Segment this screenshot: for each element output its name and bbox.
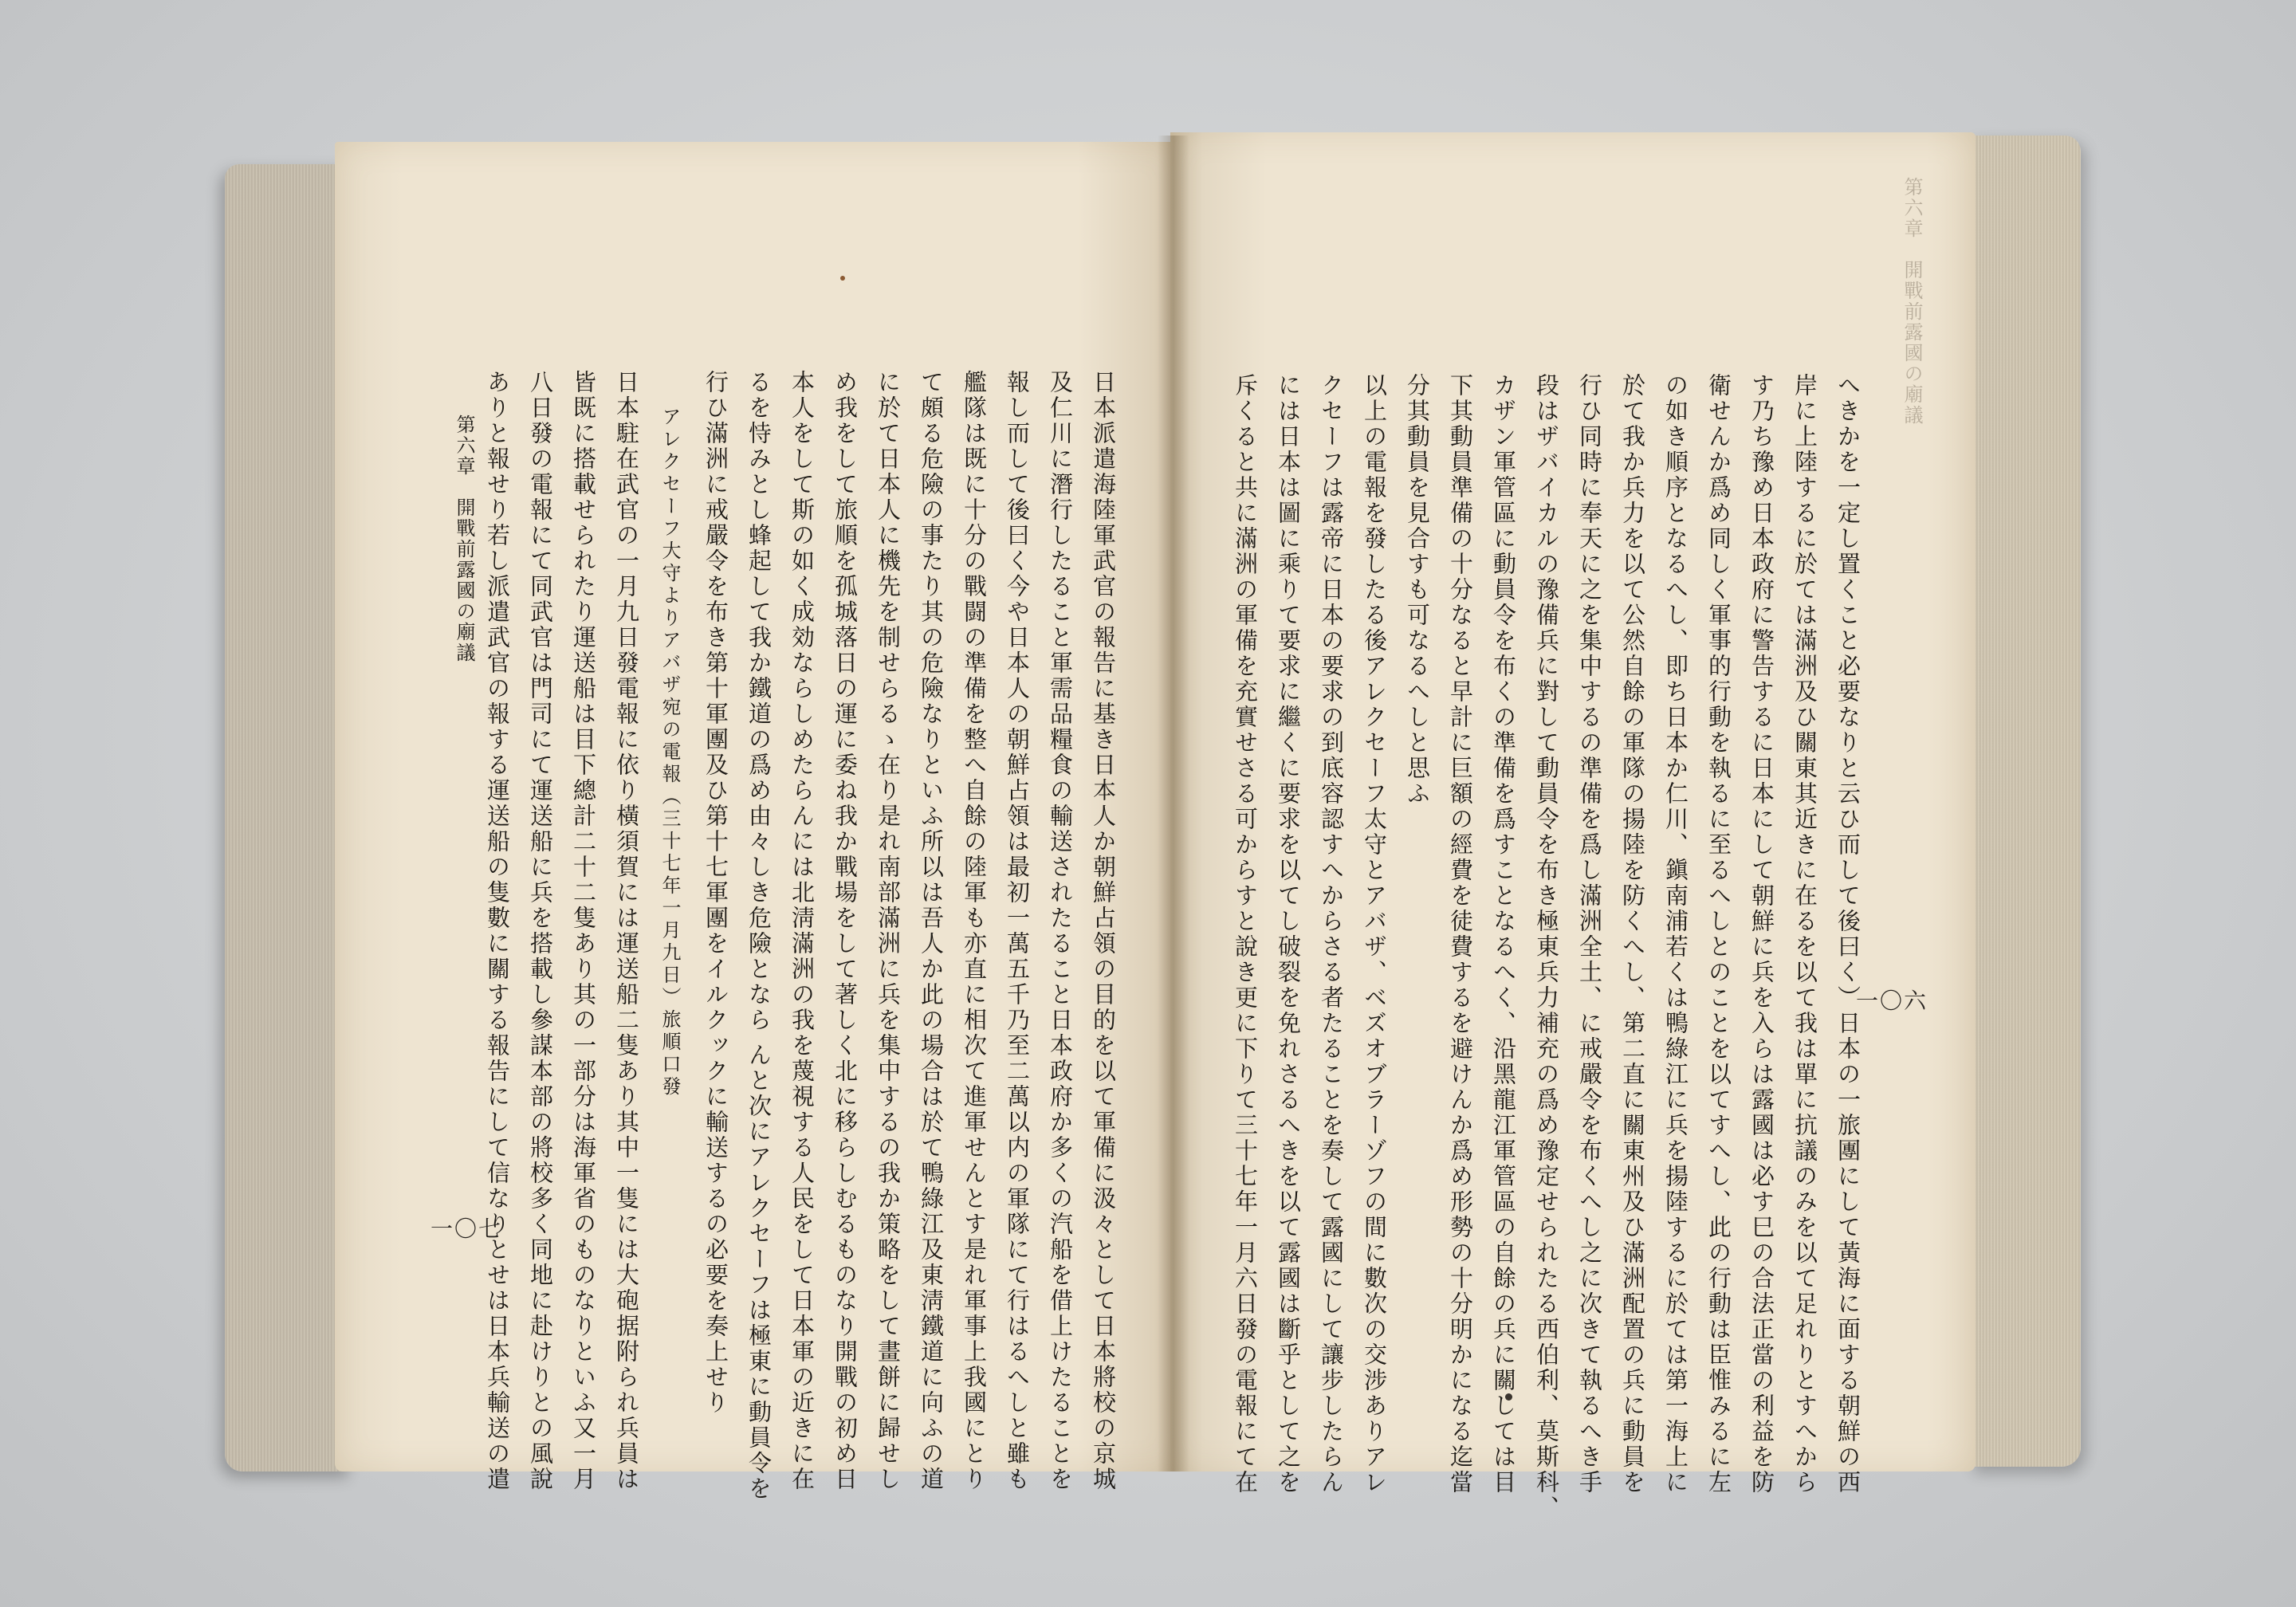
text-line: す乃ち豫め日本政府に警告するに日本にして朝鮮に兵を入らは露國は必す巳の合法正當の利益を防 (1748, 373, 1775, 1495)
paper-speck (840, 276, 845, 281)
text-line: 及仁川に潛行したること軍需品糧食の輸送されたること日本政府か多くの汽船を借上けたることを (1047, 370, 1074, 1492)
left-running-head: 第六章 開戰前露國の廟議 (453, 415, 475, 663)
left-page-number: 一〇七 (431, 1216, 503, 1242)
text-line: 行ひ同時に奉天に之を集中するの準備を爲し滿洲全土、に戒嚴令を布くへし之に次きて執るへき手 (1576, 373, 1603, 1495)
right-page-number: 一〇六 (1856, 988, 1928, 1014)
text-line: カザン軍管區に動員令を布くの準備を爲すことなるへく、沿黑龍江軍管區の自餘の兵に關しては目 (1490, 373, 1517, 1495)
text-line: 段はザバイカルの豫備兵に對して動員令を布き極東兵力補充の爲め豫定せられたる西伯利、莫斯科、 (1533, 373, 1560, 1521)
text-line: の如き順序となるへし、即ち日本か仁川、鎭南浦若くは鴨綠江に兵を揚陸するに於ては第一海上に (1662, 373, 1689, 1495)
text-line: 衛せんか爲め同しく軍事的行動を執るに至るへしとのことを以てすへし、此の行動は臣惟みるに左 (1705, 373, 1732, 1495)
text-line: 下其動員準備の十分なると早計に巨額の經費を徒費するを避けんか爲め形勢の十分明かになる迄當 (1447, 373, 1474, 1495)
text-line: 岸に上陸するに於ては滿洲及ひ關東其近きに在るを以て我は單に抗議のみを以て足れりとすへから (1791, 373, 1818, 1495)
text-line: 斥くると共に滿洲の軍備を充實せさる可からすと說き更に下りて三十七年一月六日發の電報にて在 (1232, 373, 1259, 1495)
text-line: 於て我か兵力を以て公然自餘の軍隊の揚陸を防くへし、第二直に關東州及ひ滿洲配置の兵に動員を (1619, 373, 1646, 1495)
right-page-edges (1969, 136, 2081, 1467)
text-line: ありと報せり若し派遣武官の報する運送船の隻數に關する報告にして信なりとせは日本兵輸送の遣 (484, 370, 511, 1492)
text-line: 日本派遣海陸軍武官の報告に基き日本人か朝鮮占領の目的を以て軍備に汲々として日本將校の京城 (1090, 370, 1117, 1492)
text-line: め我をして旅順を孤城落日の運に委ね我か戰場をして著しく北に移らしむるものなり開戰の初め日 (832, 370, 859, 1492)
right-running-head: 第六章 開戰前露國の廟議 (1901, 177, 1923, 426)
text-line: 行ひ滿洲に戒嚴令を布き第十軍團及ひ第十七軍團をイルクックに輸送するの必要を奏上せり (702, 370, 729, 1416)
left-page-edges (225, 164, 352, 1471)
text-line: 本人をして斯の如く成効ならしめたらんには北淸滿洲の我を蔑視する人民をして日本軍の近きに在 (788, 370, 816, 1492)
text-line: 以上の電報を發したる後アレクセーフ太守とアバザ、ベズオブラーゾフの間に數次の交涉ありアレ (1361, 373, 1388, 1495)
text-line: へきかを一定し置くこと必要なりと云ひ而して後曰く）日本の一旅團にして黃海に面する朝鮮の西 (1834, 373, 1862, 1495)
text-line: 日本駐在武官の一月九日發電報に依り橫須賀には運送船二隻あり其中一隻には大砲据附られ兵員は (613, 370, 640, 1492)
text-line: て頗る危險の事たり其の危險なりといふ所以は吾人か此の場合は於て鴨綠江及東淸鐵道に向ふの道 (918, 370, 945, 1492)
text-line: 艦隊は既に十分の戰闘の準備を整へ自餘の陸軍も亦直に相次て進軍せんとす是れ軍事上我國にとり (961, 370, 988, 1492)
book-gutter (1158, 136, 1189, 1471)
text-line: には日本は圖に乘りて要求に繼くに要求を以てし破裂を免れさるへきを以て露國は斷乎として之を (1275, 373, 1302, 1495)
text-line: るを恃みとし蜂起して我か鐵道の爲め由々しき危險となら んと次にアレクセーフは極東に動員令を (745, 370, 773, 1503)
text-line: クセーフは露帝に日本の要求の到底容認すへからさる者たることを奏して露國にして讓步したらん (1318, 373, 1345, 1495)
text-line: 報し而して後曰く今や日本人の朝鮮占領は最初一萬五千乃至二萬以内の軍隊にて行はるへしと雖も (1004, 370, 1031, 1492)
text-line: 皆既に搭載せられたり運送船は目下總計二十二隻あり其の一部分は海軍省のものなりといふ又一月 (570, 370, 597, 1492)
text-line: に於て日本人に機先を制せらるゝ在り是れ南部滿洲に兵を集中するの我か策略をして畫餅に歸せし (875, 370, 902, 1492)
text-line: 八日發の電報にて同武官は門司にて運送船に兵を搭載し參謀本部の將校多く同地に赴けりとの風說 (527, 370, 554, 1492)
text-line: 分其動員を見合すも可なるへしと思ふ (1404, 373, 1431, 807)
telegram-heading: アレクセーフ大守よりアバザ宛の電報（三十七年一月九日）旅順口發 (659, 407, 681, 1098)
